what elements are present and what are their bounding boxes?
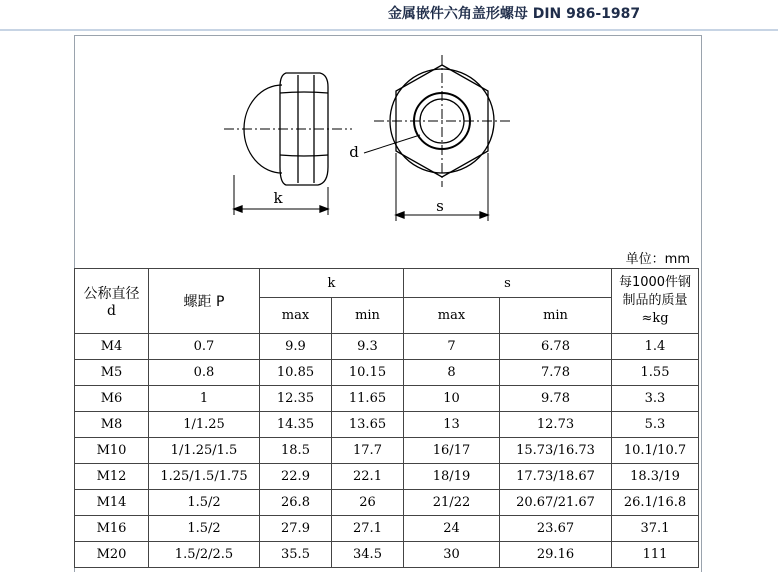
- table-row: [75, 516, 699, 542]
- table-row: [75, 542, 699, 568]
- cell-s-min: 7.78: [500, 360, 612, 386]
- cell-k-min: 13.65: [332, 412, 404, 438]
- cell-pitch: 1.5/2/2.5: [149, 542, 260, 568]
- cell-k-max: 14.35: [260, 412, 332, 438]
- cell-nominal-diameter: M6: [75, 386, 149, 412]
- cell-k-min: 17.7: [332, 438, 404, 464]
- header-weight-line1: 每1000件钢: [618, 275, 692, 290]
- table-row: [75, 438, 699, 464]
- cell-s-min: 23.67: [500, 516, 612, 542]
- header-d-line1: 公称直径: [83, 286, 140, 302]
- table-row: [75, 464, 699, 490]
- cell-k-max: 35.5: [260, 542, 332, 568]
- header-weight-line2: 制品的质量: [622, 293, 688, 308]
- cell-pitch: 1/1.25/1.5: [149, 438, 260, 464]
- header-weight-line3: ≈kg: [641, 311, 669, 326]
- cell-s-min: 15.73/16.73: [500, 438, 612, 464]
- cell-s-max: 30: [404, 542, 500, 568]
- cell-pitch: 1/1.25: [149, 412, 260, 438]
- cell-nominal-diameter: M20: [75, 542, 149, 568]
- page-title: 金属嵌件六角盖形螺母 DIN 986-1987: [387, 6, 641, 22]
- cell-pitch: 0.7: [149, 334, 260, 360]
- cell-s-min: 6.78: [500, 334, 612, 360]
- header-pitch: 螺距 P: [149, 269, 260, 334]
- cell-k-min: 34.5: [332, 542, 404, 568]
- cell-k-min: 10.15: [332, 360, 404, 386]
- cell-k-max: 10.85: [260, 360, 332, 386]
- cell-pitch: 1: [149, 386, 260, 412]
- cell-nominal-diameter: M16: [75, 516, 149, 542]
- table-row: [75, 360, 699, 386]
- cell-weight: 3.3: [612, 386, 699, 412]
- cell-s-min: 12.73: [500, 412, 612, 438]
- cell-weight: 18.3/19: [612, 464, 699, 490]
- cell-k-max: 12.35: [260, 386, 332, 412]
- page-title-bar: [0, 0, 778, 28]
- header-s-max: max: [404, 298, 500, 334]
- facet-line-bottom: [280, 155, 328, 156]
- header-s: s: [404, 269, 612, 298]
- header-s-min: min: [500, 298, 612, 334]
- header-k: k: [260, 269, 404, 298]
- header-weight: [612, 269, 699, 334]
- title-divider: [0, 29, 778, 31]
- table-row: [75, 386, 699, 412]
- d-leader-line: [364, 135, 420, 153]
- cell-s-min: 9.78: [500, 386, 612, 412]
- cell-s-max: 16/17: [404, 438, 500, 464]
- label-s: s: [436, 197, 444, 215]
- label-d: d: [349, 143, 359, 161]
- cell-nominal-diameter: M10: [75, 438, 149, 464]
- cap-nut-technical-drawing: [74, 35, 700, 267]
- cell-s-max: 7: [404, 334, 500, 360]
- cell-pitch: 0.8: [149, 360, 260, 386]
- cell-s-max: 24: [404, 516, 500, 542]
- cell-weight: 10.1/10.7: [612, 438, 699, 464]
- table-row: [75, 334, 699, 360]
- cell-s-min: 29.16: [500, 542, 612, 568]
- cell-k-max: 22.9: [260, 464, 332, 490]
- spec-table: [74, 268, 699, 568]
- table-row: [75, 412, 699, 438]
- cell-k-max: 27.9: [260, 516, 332, 542]
- cell-weight: 1.4: [612, 334, 699, 360]
- cell-s-min: 17.73/18.67: [500, 464, 612, 490]
- cell-s-max: 8: [404, 360, 500, 386]
- cell-k-max: 26.8: [260, 490, 332, 516]
- cell-k-max: 9.9: [260, 334, 332, 360]
- cell-k-max: 18.5: [260, 438, 332, 464]
- cell-k-min: 22.1: [332, 464, 404, 490]
- cell-nominal-diameter: M12: [75, 464, 149, 490]
- cell-nominal-diameter: M4: [75, 334, 149, 360]
- cell-pitch: 1.5/2: [149, 516, 260, 542]
- cell-s-max: 18/19: [404, 464, 500, 490]
- label-k: k: [273, 189, 283, 207]
- cell-weight: 5.3: [612, 412, 699, 438]
- cell-s-max: 13: [404, 412, 500, 438]
- side-view: [224, 73, 352, 215]
- unit-label: 单位：mm: [625, 252, 690, 267]
- cell-s-max: 10: [404, 386, 500, 412]
- cell-s-max: 21/22: [404, 490, 500, 516]
- header-k-max: max: [260, 298, 332, 334]
- cell-k-min: 27.1: [332, 516, 404, 542]
- header-d-line2: d: [107, 303, 116, 319]
- spec-table-body: [75, 334, 699, 568]
- cell-k-min: 11.65: [332, 386, 404, 412]
- cell-k-min: 9.3: [332, 334, 404, 360]
- cell-weight: 37.1: [612, 516, 699, 542]
- header-k-min: min: [332, 298, 404, 334]
- header-row-1: [75, 269, 699, 298]
- table-row: [75, 490, 699, 516]
- cell-nominal-diameter: M5: [75, 360, 149, 386]
- cell-weight: 111: [612, 542, 699, 568]
- cell-nominal-diameter: M8: [75, 412, 149, 438]
- cell-pitch: 1.25/1.5/1.75: [149, 464, 260, 490]
- cell-weight: 1.55: [612, 360, 699, 386]
- cell-k-min: 26: [332, 490, 404, 516]
- cell-s-min: 20.67/21.67: [500, 490, 612, 516]
- cell-nominal-diameter: M14: [75, 490, 149, 516]
- header-nominal-diameter: [75, 269, 149, 334]
- facet-line-top: [280, 92, 328, 93]
- cell-pitch: 1.5/2: [149, 490, 260, 516]
- cell-weight: 26.1/16.8: [612, 490, 699, 516]
